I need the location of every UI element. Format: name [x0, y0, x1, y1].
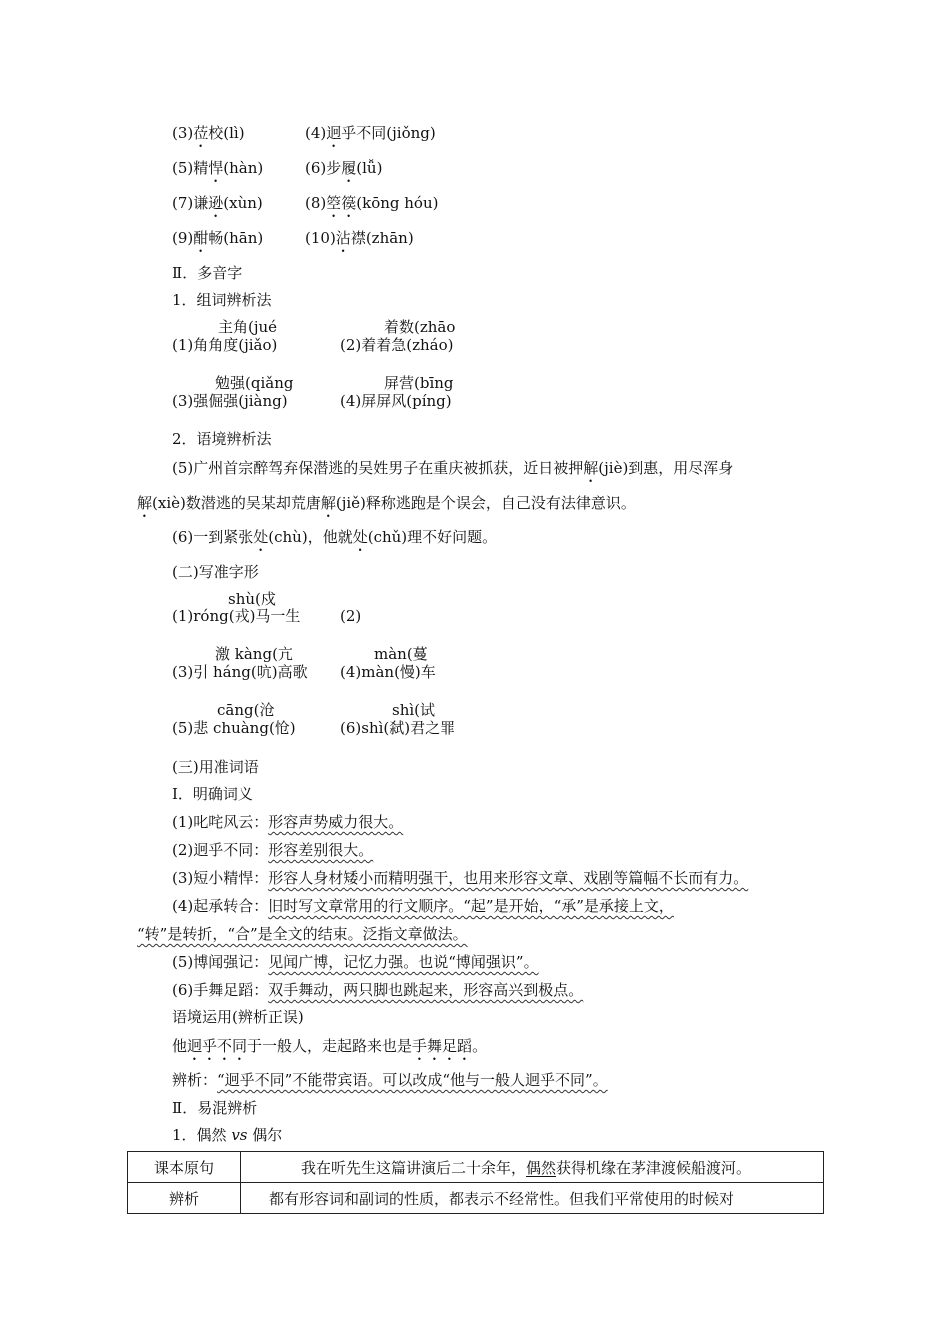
item-9: (9)酣畅(hān) [172, 229, 264, 247]
item-8: (8)箜篌(kōng hóu) [305, 194, 439, 212]
char-group-2-bottom: (2) [340, 607, 362, 625]
subsection-confusing: Ⅱ．易混辨析 [172, 1099, 258, 1117]
method-2-title: 2．语境辨析法 [172, 430, 272, 448]
usage-sentence: 他迥乎不同于一般人，走起路来也是手舞足蹈。 [172, 1037, 488, 1055]
definition-5: (5)博闻强记：见闻广博，记忆力强。也说“博闻强识”。 [172, 953, 539, 971]
definition-3: (3)短小精悍：形容人身材矮小而精明强干，也用来形容文章、戏剧等篇幅不长而有力。 [172, 869, 749, 887]
item-7: (7)谦逊(xùn) [172, 194, 263, 212]
char-group-3-bottom: (3)引 háng(吭)高歌 [172, 663, 308, 681]
paragraph-6: (6)一到紧张处(chù)，他就处(chǔ)理不好问题。 [172, 528, 498, 546]
section-title-duoyin: Ⅱ．多音字 [172, 264, 243, 282]
analysis: 辨析：“迥乎不同”不能带宾语。可以改成“他与一般人迥乎不同”。 [172, 1071, 608, 1089]
item-4: (4)迥乎不同(jiǒng) [305, 124, 436, 142]
section-title-zixing: (二)写准字形 [172, 563, 259, 581]
group-4-top: 屏营(bīng [384, 374, 454, 392]
table-head-analysis: 辨析 [128, 1183, 241, 1214]
table-cell-original: 我在听先生这篇讲演后二十余年，偶然获得机缘在茅津渡候船渡河。 [241, 1152, 824, 1183]
paragraph-5-line-1: (5)广州首宗醉驾弃保潜逃的吴姓男子在重庆被抓获，近日被押解(jiè)到惠，用尽浑身 [172, 459, 734, 477]
definition-6: (6)手舞足蹈：双手舞动，两只脚也跳起来，形容高兴到极点。 [172, 981, 584, 999]
definition-1: (1)叱咤风云：形容声势威力很大。 [172, 813, 404, 831]
char-group-5-top: cāng(沧 [217, 701, 275, 719]
item-10: (10)沾襟(zhān) [305, 229, 414, 247]
group-1-bottom: (1)角角度(jiǎo) [172, 336, 278, 354]
method-1-title: 1．组词辨析法 [172, 291, 272, 309]
section-title-ciyu: (三)用准词语 [172, 758, 259, 776]
char-group-1-bottom: (1)róng(戎)马一生 [172, 607, 301, 625]
table-head-original: 课本原句 [128, 1152, 241, 1183]
table-row [128, 1183, 824, 1214]
subsection-meaning: Ⅰ．明确词义 [172, 785, 253, 803]
vs-label: vs [231, 1126, 248, 1144]
definition-2: (2)迥乎不同：形容差别很大。 [172, 841, 374, 859]
char-group-6-top: shì(试 [392, 701, 436, 719]
usage-title: 语境运用(辨析正误) [172, 1008, 304, 1026]
group-4-bottom: (4)屏屏风(píng) [340, 392, 452, 410]
group-1-top: 主角(jué [218, 318, 278, 336]
group-3-bottom: (3)强倔强(jiàng) [172, 392, 288, 410]
group-2-bottom: (2)着着急(zháo) [340, 336, 454, 354]
item-3: (3)莅校(lì) [172, 124, 245, 142]
group-3-top: 勉强(qiǎng [215, 374, 294, 392]
comparison-table [127, 1151, 824, 1214]
word-pair-title: 1．偶然 vs 偶尔 [172, 1126, 283, 1144]
char-group-6-bottom: (6)shì(弑)君之罪 [340, 719, 456, 737]
table-cell-analysis: 都有形容词和副词的性质，都表示不经常性。但我们平常使用的时候对 [241, 1183, 824, 1214]
char-group-5-bottom: (5)悲 chuàng(怆) [172, 719, 296, 737]
item-6: (6)步履(lǚ) [305, 159, 383, 177]
paragraph-5-line-2: 解(xiè)数潜逃的吴某却荒唐解(jiě)释称逃跑是个误会，自己没有法律意识。 [137, 494, 636, 512]
definition-4-line-2: “转”是转折，“合”是全文的结束。泛指文章做法。 [137, 925, 468, 943]
char-group-3-top: 激 kàng(亢 [215, 645, 293, 663]
item-5: (5)精悍(hàn) [172, 159, 264, 177]
group-2-top: 着数(zhāo [384, 318, 456, 336]
char-group-1-top: shù(戍 [228, 590, 276, 608]
char-group-4-top: màn(蔓 [374, 645, 428, 663]
definition-4-line-1: (4)起承转合：旧时写文章常用的行文顺序。“起”是开始，“承”是承接上文， [172, 897, 674, 915]
char-group-4-bottom: (4)màn(慢)车 [340, 663, 436, 681]
table-row [128, 1152, 824, 1183]
